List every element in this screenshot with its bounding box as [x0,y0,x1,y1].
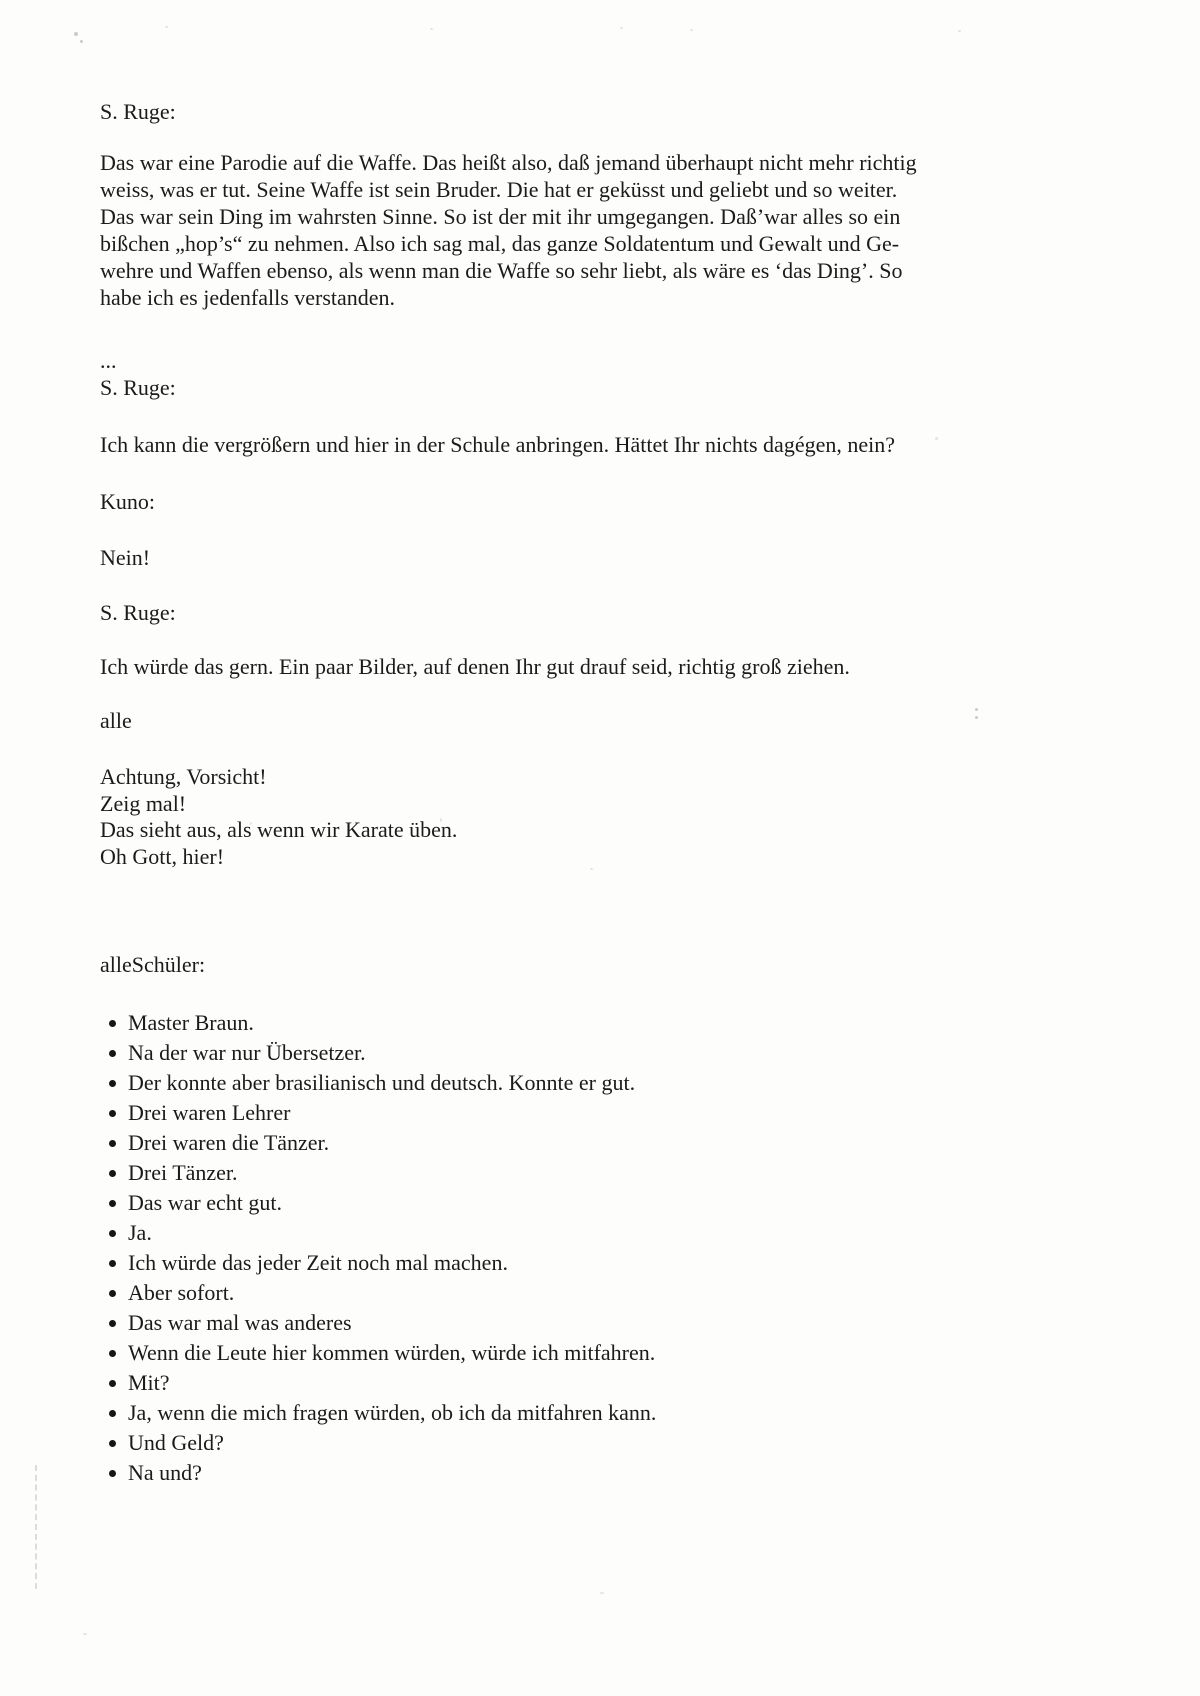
schueler-bullet-list [100,1008,1110,1488]
paragraph-line: Das war eine Parodie auf die Waffe. Das heißt also, daß jemand überhaupt nicht mehr richtig [100,150,917,175]
speaker-label-ruge-3: S. Ruge: [100,600,176,625]
list-item: Mit? [100,1368,1110,1398]
speech-line: Oh Gott, hier! [100,843,225,869]
list-item: Ich würde das jeder Zeit noch mal machen. [100,1248,1110,1278]
transcript [100,98,1110,1488]
scan-speck [83,1633,87,1635]
speaker-label-kuno: Kuno: [100,489,155,514]
list-item: Der konnte aber brasilianisch und deutsch. Konnte er gut. [100,1068,1110,1098]
scan-artifact-dashed-line [35,1465,37,1589]
list-item: Ja, wenn die mich fragen würden, ob ich da mitfahren kann. [100,1398,1110,1428]
kuno-speech: Nein! [100,545,151,570]
speech-line: Zeig mal! [100,790,187,816]
list-item: Na und? [100,1458,1110,1488]
speaker-label-ruge-1: S. Ruge: [100,99,176,124]
scan-speck [590,868,593,870]
scan-speck [620,27,623,29]
list-item: Drei waren die Tänzer. [100,1128,1110,1158]
list-item: Das war mal was anderes [100,1308,1110,1338]
ruge-speech-3: Ich würde das gern. Ein paar Bilder, auf denen Ihr gut drauf seid, richtig groß ziehen. [100,654,850,679]
list-item: Das war echt gut. [100,1188,1110,1218]
paragraph-line: wehre und Waffen ebenso, als wenn man die Waffe so sehr liebt, als wäre es ‘das Ding’. So [100,258,903,283]
speaker-label-alle: alle [100,708,132,733]
scan-speck [250,822,252,825]
scan-speck [430,28,433,30]
list-item: Aber sofort. [100,1278,1110,1308]
alle-speech-lines [100,764,1110,870]
scan-speck [600,1592,604,1594]
scan-speck [165,26,168,28]
speech-line: Das sieht aus, als wenn wir Karate üben. [100,817,458,842]
ruge-paragraph-1 [100,149,1110,311]
ellipsis-speaker-group [100,347,1110,401]
paragraph-line: Das war sein Ding im wahrsten Sinne. So ist der mit ihr umgegangen. Daß’war alles so ein [100,204,901,229]
paragraph-line: bißchen „hop’s“ zu nehmen. Also ich sag mal, das ganze Soldatentum und Gewalt und Ge- [100,231,900,256]
ellipsis-mark: ... [100,348,117,373]
scan-speck [440,818,442,822]
list-item: Master Braun. [100,1008,1110,1038]
scan-speck [958,30,961,32]
scan-speck [80,40,83,43]
list-item: Na der war nur Übersetzer. [100,1038,1110,1068]
scan-speck [935,437,938,440]
scan-speck [74,32,78,36]
speaker-label-ruge-2: S. Ruge: [100,375,176,400]
scan-speck [975,708,978,711]
paragraph-line: weiss, was er tut. Seine Waffe ist sein Bruder. Die hat er geküsst und geliebt und so weiter. [100,177,898,202]
list-item: Drei Tänzer. [100,1158,1110,1188]
list-item: Ja. [100,1218,1110,1248]
scan-speck [690,29,693,31]
list-item: Wenn die Leute hier kommen würden, würde ich mitfahren. [100,1338,1110,1368]
scan-speck [975,716,978,719]
paragraph-line: habe ich es jedenfalls verstanden. [100,285,396,310]
list-item: Drei waren Lehrer [100,1098,1110,1128]
ruge-speech-2: Ich kann die vergrößern und hier in der Schule anbringen. Hättet Ihr nichts dagégen, nein? [100,432,895,457]
list-item: Und Geld? [100,1428,1110,1458]
speaker-label-alleschueler: alleSchüler: [100,952,206,977]
speech-line: Achtung, Vorsicht! [100,764,267,789]
